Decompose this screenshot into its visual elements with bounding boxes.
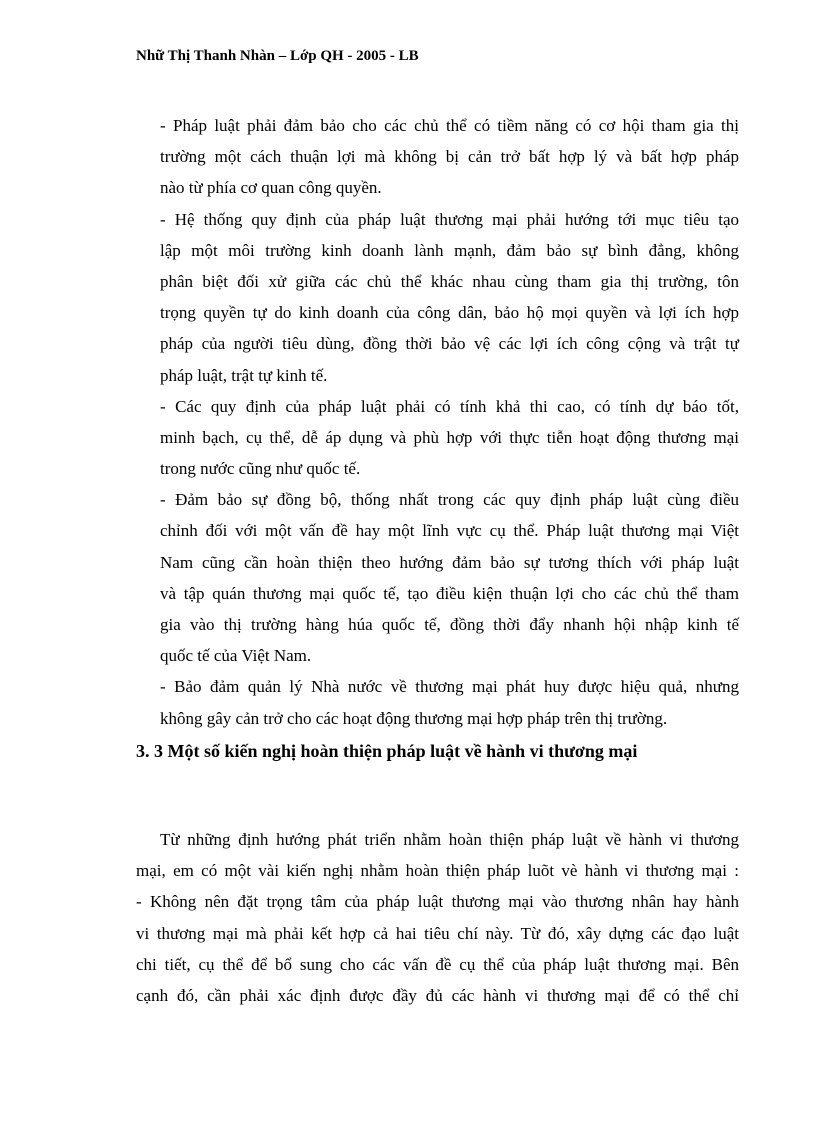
text-line: phân biệt đối xử giữa các chủ thể khác nhau cùng tham gia thị trường, tôn (160, 271, 739, 291)
text-line: trọng quyền tự do kinh doanh của công dân, bảo hộ mọi quyền và lợi ích hợp (160, 303, 739, 323)
text-line: nào từ phía cơ quan công quyền. (160, 178, 382, 198)
text-line: lập một môi trường kinh doanh lành mạnh, đảm bảo sự bình đẳng, không (160, 240, 739, 260)
text-line: chi tiết, cụ thể để bổ sung cho các vấn đề cụ thể của pháp luật thương mại. Bên (136, 954, 739, 974)
text-line: cạnh đó, cần phải xác định được đầy đủ các hành vi thương mại để có thể chỉ (136, 985, 739, 1005)
text-line: - Đảm bảo sự đồng bộ, thống nhất trong các quy định pháp luật cùng điều (160, 490, 739, 510)
text-line: pháp luật, trật tự kinh tế. (160, 365, 328, 385)
text-line: pháp của người tiêu dùng, đồng thời bảo vệ các lợi ích công cộng và trật tự (160, 334, 739, 354)
section-text (136, 824, 739, 1011)
text-line: vi thương mại mà phải kết hợp cả hai tiêu chí này. Từ đó, xây dựng các đạo luật (136, 923, 739, 943)
body-text (160, 110, 739, 734)
text-line: - Không nên đặt trọng tâm của pháp luật thương mại vào thương nhân hay hành (136, 892, 739, 912)
text-line: minh bạch, cụ thể, dễ áp dụng và phù hợp với thực tiễn hoạt động thương mại (160, 427, 739, 447)
text-line: Từ những định hướng phát triển nhằm hoàn thiện pháp luật về hành vi thương (160, 830, 739, 849)
text-line: không gây cản trở cho các hoạt động thương mại hợp pháp trên thị trường. (160, 708, 668, 728)
text-line: và tập quán thương mại quốc tế, tạo điều kiện thuận lợi cho các chủ thể tham (160, 583, 739, 603)
text-line: - Pháp luật phải đảm bảo cho các chủ thể có tiềm năng có cơ hội tham gia thị (160, 116, 739, 135)
text-line: - Các quy định của pháp luật phải có tính khả thi cao, có tính dự báo tốt, (160, 396, 739, 416)
text-line: gia vào thị trường hàng húa quốc tế, đồng thời đẩy nhanh hội nhập kinh tế (160, 615, 739, 634)
section-heading-block (136, 736, 739, 767)
text-line: trong nước cũng như quốc tế. (160, 459, 361, 479)
page-header: Nhữ Thị Thanh Nhàn – Lớp QH - 2005 - LB (136, 48, 419, 64)
text-line: chỉnh đối với một vấn đề hay một lĩnh vực cụ thể. Pháp luật thương mại Việt (160, 521, 739, 541)
section-heading: 3. 3 Một số kiến nghị hoàn thiện pháp luật về hành vi thương mại (136, 741, 638, 761)
text-line: trường một cách thuận lợi mà không bị cản trở bất hợp lý và bất hợp pháp (160, 147, 739, 167)
text-line: Nam cũng cần hoàn thiện theo hướng đảm bảo sự tương thích với pháp luật (160, 552, 739, 572)
text-line: - Bảo đảm quản lý Nhà nước về thương mại phát huy được hiệu quả, nhưng (160, 677, 739, 697)
text-line: - Hệ thống quy định của pháp luật thương mại phải hướng tới mục tiêu tạo (160, 209, 739, 229)
text-line: mại, em có một vài kiến nghị nhằm hoàn thiện pháp luõt vè hành vi thương mại : (136, 861, 739, 881)
text-line: quốc tế của Việt Nam. (160, 646, 312, 666)
